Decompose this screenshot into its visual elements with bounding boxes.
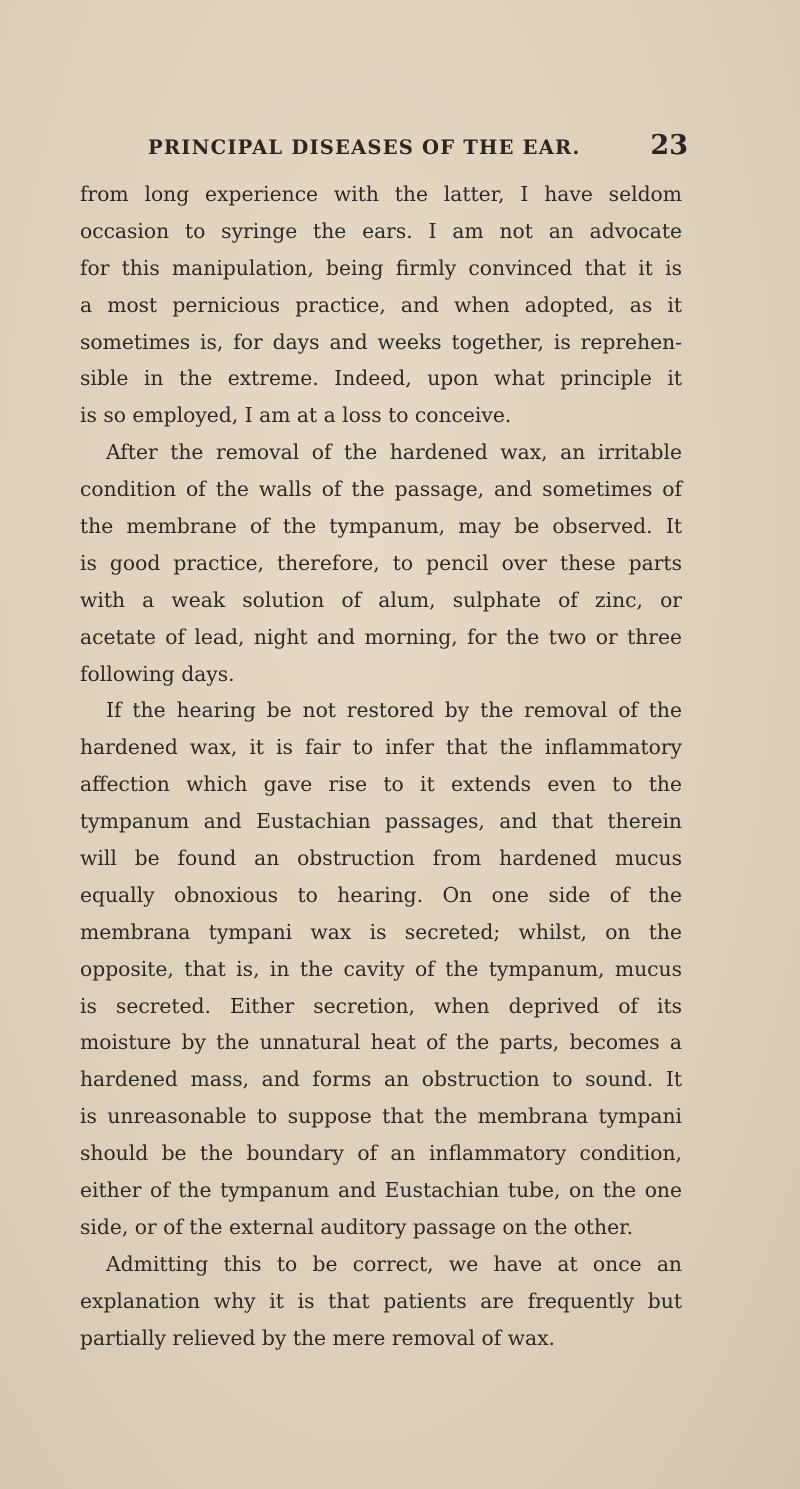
text-line: is unreasonable to suppose that the membrana tympani [80, 1104, 682, 1129]
text-line: a most pernicious practice, and when adopted, as it [80, 292, 682, 317]
text-line: hardened wax, it is fair to infer that the inflammatory [80, 735, 682, 760]
text-line: affection which gave rise to it extends even to the [80, 772, 682, 797]
text-line: is secreted. Either secretion, when deprived of its [80, 993, 682, 1018]
text-line: is so employed, I am at a loss to conceive. [80, 403, 512, 428]
text-line: sible in the extreme. Indeed, upon what principle it [80, 366, 682, 391]
text-line: will be found an obstruction from hardened mucus [80, 846, 682, 871]
text-line: following days. [80, 661, 235, 686]
text-line: opposite, that is, in the cavity of the tympanum, mucus [80, 956, 682, 981]
text-line: moisture by the unnatural heat of the parts, becomes a [80, 1030, 682, 1055]
text-line: condition of the walls of the passage, and sometimes of [80, 477, 682, 502]
text-line: the membrane of the tympanum, may be observed. It [80, 514, 682, 539]
running-head [148, 132, 688, 168]
body-text [80, 176, 682, 1357]
text-line: is good practice, therefore, to pencil over these parts [80, 550, 682, 575]
text-line: tympanum and Eustachian passages, and that therein [80, 809, 682, 834]
text-line: Admitting this to be correct, we have at once an [106, 1251, 682, 1276]
text-line: membrana tympani wax is secreted; whilst, on the [80, 919, 682, 944]
text-line: should be the boundary of an inflammatory condition, [80, 1141, 682, 1166]
text-line: either of the tympanum and Eustachian tube, on the one [80, 1178, 682, 1203]
text-line: If the hearing be not restored by the removal of the [106, 698, 682, 723]
text-line: After the removal of the hardened wax, an irritable [106, 440, 682, 465]
text-line: hardened mass, and forms an obstruction to sound. It [80, 1067, 682, 1092]
text-line: equally obnoxious to hearing. On one side of the [80, 882, 682, 907]
text-line: side, or of the external auditory passage on the other. [80, 1214, 634, 1239]
text-line: explanation why it is that patients are frequently but [80, 1288, 682, 1313]
text-line: from long experience with the latter, I have seldom [80, 182, 682, 206]
text-line: acetate of lead, night and morning, for the two or three [80, 624, 682, 649]
running-title: PRINCIPAL DISEASES OF THE EAR. [148, 136, 581, 159]
text-line: sometimes is, for days and weeks together, is reprehen- [80, 329, 682, 354]
page-number: 23 [650, 130, 688, 161]
text-line: occasion to syringe the ears. I am not an advocate [80, 218, 682, 243]
text-line: for this manipulation, being firmly convinced that it is [80, 255, 682, 280]
text-line: with a weak solution of alum, sulphate of zinc, or [80, 587, 682, 612]
text-line: partially relieved by the mere removal of wax. [80, 1325, 555, 1350]
